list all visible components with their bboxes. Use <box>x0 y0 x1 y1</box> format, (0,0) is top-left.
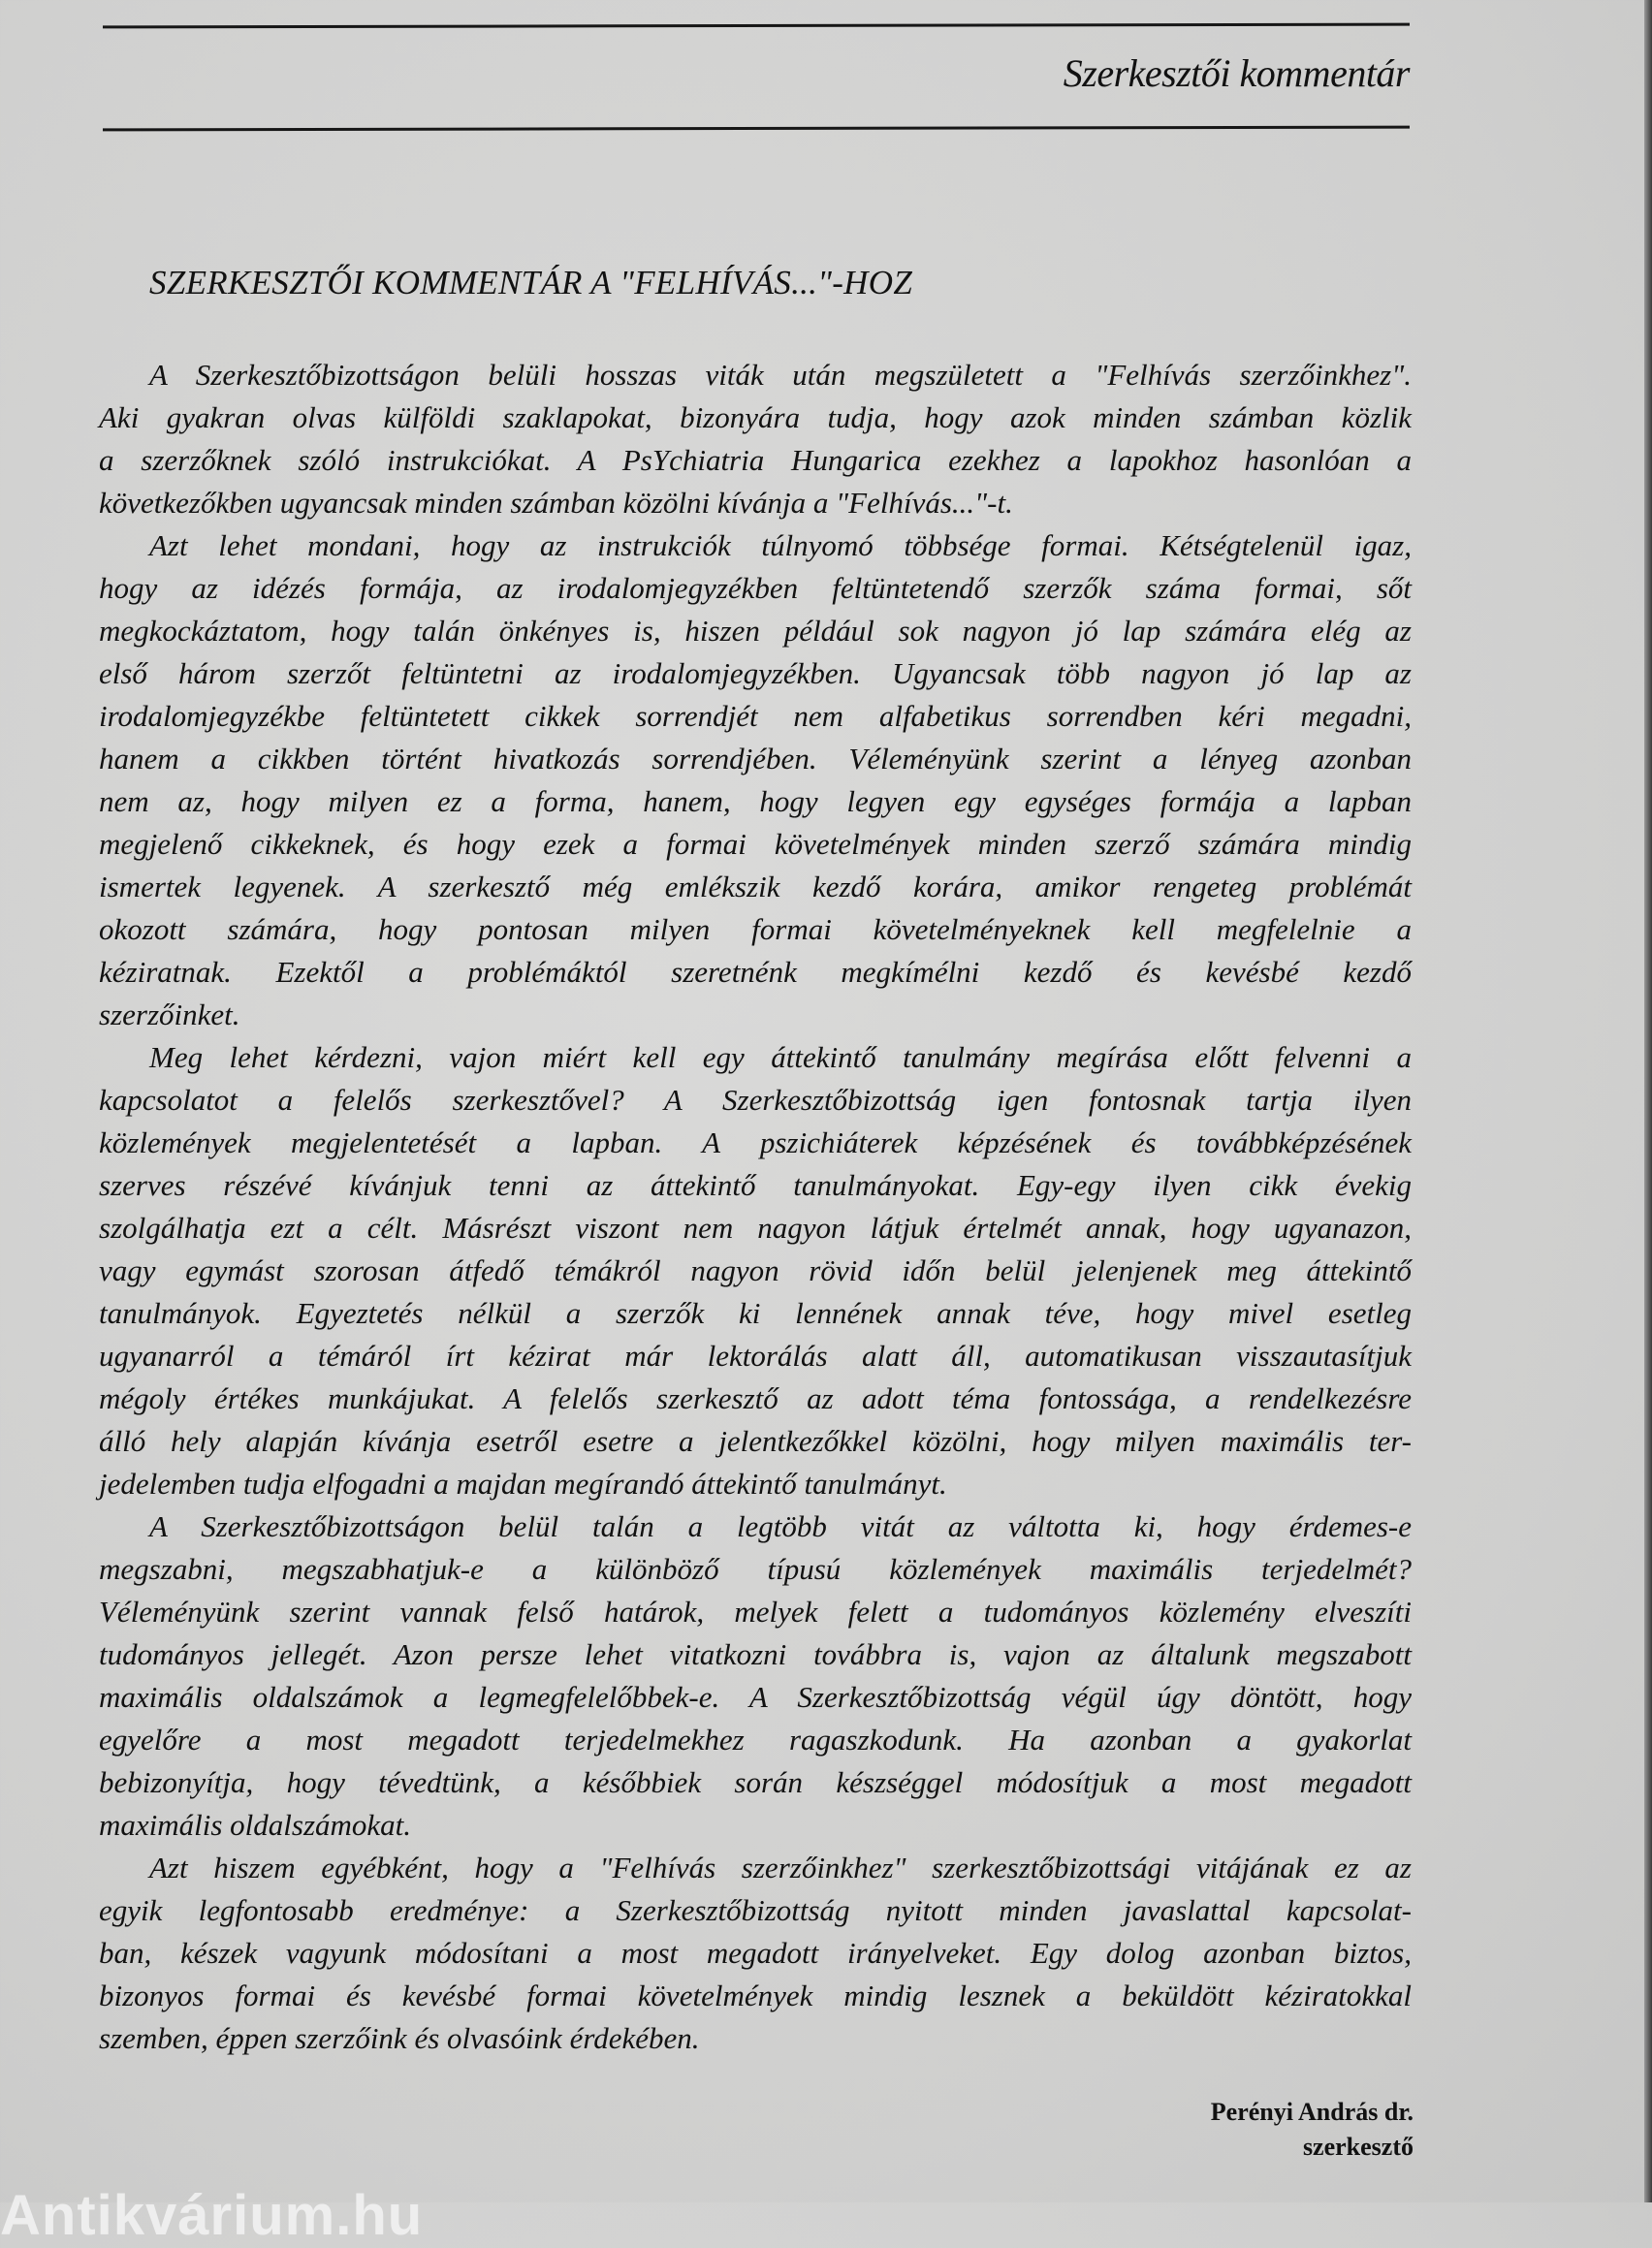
text-line: szemben, éppen szerzőink és olvasóink érdekében. <box>99 2021 700 2055</box>
text-line: okozott számára, hogy pontosan milyen formai követelményeknek kell megfelelnie a <box>99 912 1412 946</box>
text-line: közlemények megjelentetését a lapban. A pszichiáterek képzésének és továbbképzésének <box>99 1125 1412 1159</box>
text-line: megkockáztatom, hogy talán önkényes is, hiszen például sok nagyon jó lap számára elég az <box>99 614 1412 648</box>
signature-name: Perényi András dr. <box>1210 2098 1414 2126</box>
text-line: tudományos jellegét. Azon persze lehet vitatkozni továbbra is, vajon az általunk megszabott <box>99 1637 1412 1671</box>
text-line: egyik legfontosabb eredménye: a Szerkesztőbizottság nyitott minden javaslattal kapcsolat- <box>99 1893 1412 1927</box>
text-line: Meg lehet kérdezni, vajon miért kell egy áttekintő tanulmány megírása előtt felvenni a <box>149 1040 1412 1074</box>
text-line: bizonyos formai és kevésbé formai követelmények mindig lesznek a beküldött kéziratokkal <box>99 1979 1412 2012</box>
text-line: vagy egymást szorosan átfedő témákról nagyon rövid időn belül jelenjenek meg áttekintő <box>99 1253 1412 1287</box>
text-line: irodalomjegyzékbe feltüntetett cikkek sorrendjét nem alfabetikus sorrendben kéri megadni, <box>99 699 1412 733</box>
text-line: A Szerkesztőbizottságon belül talán a legtöbb vitát az váltotta ki, hogy érdemes-e <box>149 1509 1412 1543</box>
paragraph <box>99 354 1412 524</box>
text-line: nem az, hogy milyen ez a forma, hanem, hogy legyen egy egységes formája a lapban <box>99 784 1412 818</box>
text-line: maximális oldalszámokat. <box>99 1808 412 1842</box>
text-line: szerzőinket. <box>99 997 240 1031</box>
top-rule <box>103 23 1410 29</box>
text-line: kéziratnak. Ezektől a problémáktól szeretnénk megkímélni kezdő és kevésbé kezdő <box>99 955 1412 989</box>
running-head: Szerkesztői kommentár <box>1063 51 1410 95</box>
text-line: megszabni, megszabhatjuk-e a különböző típusú közlemények maximális terjedelmét? <box>99 1552 1412 1586</box>
text-line: szolgálhatja ezt a célt. Másrészt viszont nem nagyon látjuk értelmét annak, hogy ugyanazon, <box>99 1211 1412 1245</box>
paragraph <box>99 1847 1412 2060</box>
article-body <box>99 354 1412 2060</box>
article-title: SZERKESZTŐI KOMMENTÁR A "FELHÍVÁS..."-HOZ <box>149 264 913 301</box>
text-line: első három szerzőt feltüntetni az irodalomjegyzékben. Ugyancsak több nagyon jó lap az <box>99 656 1412 690</box>
header-rule <box>103 126 1410 132</box>
text-line: ban, készek vagyunk módosítani a most megadott irányelveket. Egy dolog azonban biztos, <box>99 1936 1412 1970</box>
text-line: megjelenő cikkeknek, és hogy ezek a formai követelmények minden szerző számára mindig <box>99 827 1412 861</box>
text-line: maximális oldalszámok a legmegfelelőbbek-e. A Szerkesztőbizottság végül úgy döntött, hogy <box>99 1680 1412 1714</box>
text-line: álló hely alapján kívánja esetről esetre a jelentkezőkkel közölni, hogy milyen maximális ter- <box>99 1424 1412 1458</box>
text-line: A Szerkesztőbizottságon belüli hosszas viták után megszületett a "Felhívás szerzőinkhez". <box>149 358 1412 392</box>
paragraph <box>99 1036 1412 1505</box>
text-line: Azt hiszem egyébként, hogy a "Felhívás szerzőinkhez" szerkesztőbizottsági vitájának ez az <box>149 1851 1412 1884</box>
text-line: mégoly értékes munkájukat. A felelős szerkesztő az adott téma fontossága, a rendelkezésre <box>99 1381 1412 1415</box>
text-line: a szerzőknek szóló instrukciókat. A PsYchiatria Hungarica ezekhez a lapokhoz hasonlóan a <box>99 443 1412 477</box>
text-line: hanem a cikkben történt hivatkozás sorrendjében. Véleményünk szerint a lényeg azonban <box>99 742 1412 776</box>
paragraph <box>99 524 1412 1036</box>
page-edge-shadow <box>1644 0 1652 2202</box>
text-line: egyelőre a most megadott terjedelmekhez ragaszkodunk. Ha azonban a gyakorlat <box>99 1723 1412 1757</box>
signature-role: szerkesztő <box>1302 2133 1414 2161</box>
text-line: következőkben ugyancsak minden számban közölni kívánja a "Felhívás..."-t. <box>99 486 1013 520</box>
text-line: hogy az idézés formája, az irodalomjegyzékben feltüntetendő szerzők száma formai, sőt <box>99 571 1412 605</box>
text-line: tanulmányok. Egyeztetés nélkül a szerzők ki lennének annak téve, hogy mivel esetleg <box>99 1296 1412 1330</box>
text-line: Azt lehet mondani, hogy az instrukciók túlnyomó többsége formai. Kétségtelenül igaz, <box>149 528 1412 562</box>
text-line: ugyanarról a témáról írt kézirat már lektorálás alatt áll, automatikusan visszautasítjuk <box>99 1339 1412 1373</box>
text-line: bebizonyítja, hogy tévedtünk, a későbbiek során készséggel módosítjuk a most megadott <box>99 1765 1412 1799</box>
text-line: ismertek legyenek. A szerkesztő még emlékszik kezdő korára, amikor rengeteg problémát <box>99 870 1412 903</box>
watermark: Antikvárium.hu <box>0 2184 424 2247</box>
text-line: szerves részévé kívánjuk tenni az áttekintő tanulmányokat. Egy-egy ilyen cikk évekig <box>99 1168 1412 1202</box>
text-line: jedelemben tudja elfogadni a majdan megírandó áttekintő tanulmányt. <box>99 1467 947 1501</box>
text-line: Véleményünk szerint vannak felső határok, melyek felett a tudományos közlemény elveszíti <box>99 1595 1412 1629</box>
text-line: Aki gyakran olvas külföldi szaklapokat, bizonyára tudja, hogy azok minden számban közlik <box>99 400 1412 434</box>
paragraph <box>99 1505 1412 1847</box>
text-line: kapcsolatot a felelős szerkesztővel? A Szerkesztőbizottság igen fontosnak tartja ilyen <box>99 1083 1412 1117</box>
